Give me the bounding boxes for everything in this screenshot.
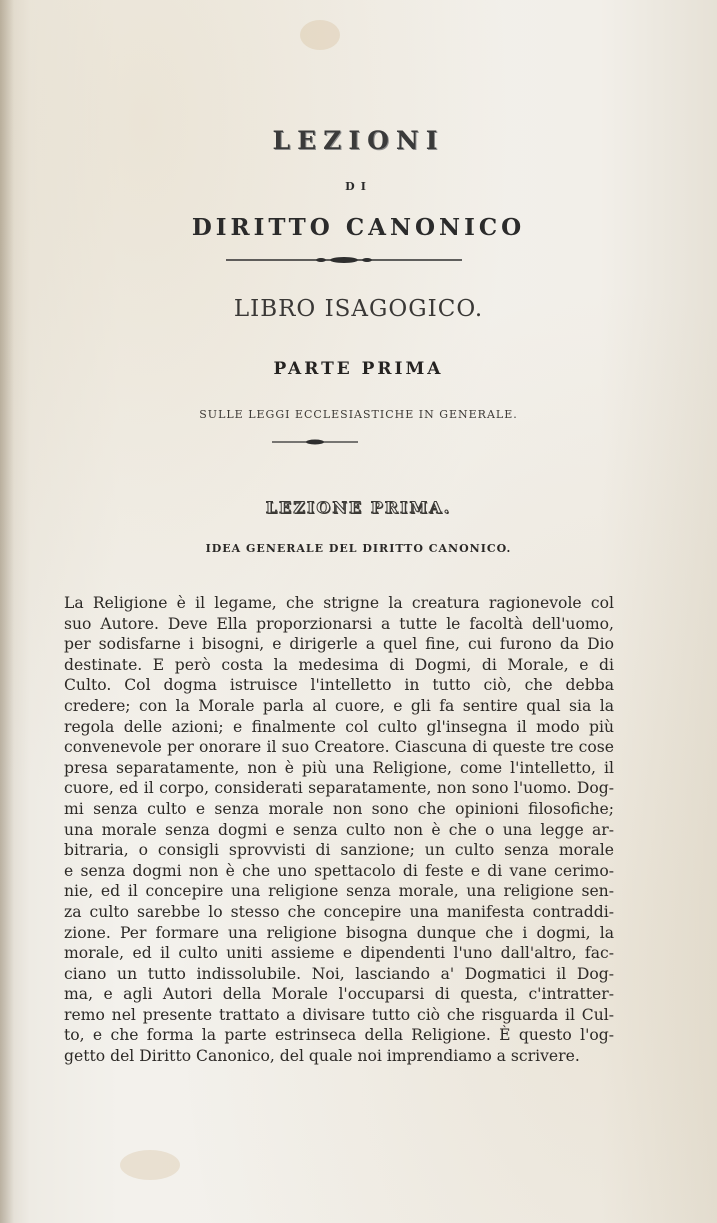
ornamental-rule: [226, 256, 462, 264]
text-line: La Religione è il legame, che strigne la creatura ragionevole col: [64, 594, 614, 612]
text-line: morale, ed il culto uniti assieme e dipendenti l'uno dall'altro, fac-: [64, 944, 614, 963]
text-line: suo Autore. Deve Ella proporzionarsi a tutte le facoltà dell'uomo,: [64, 614, 614, 633]
text-line: mi senza culto e senza morale non sono che opinioni filosofiche;: [64, 799, 614, 818]
text-line: convenevole per onorare il suo Creatore. Ciascuna di queste tre cose: [64, 738, 614, 757]
lesson-title: LEZIONE PRIMA.: [265, 498, 452, 517]
text-line: getto del Diritto Canonico, del quale noi imprendiamo a scrivere.: [64, 1047, 580, 1066]
text-line: ciano un tutto indissolubile. Noi, lasciando a' Dogmatici il Dog-: [64, 964, 614, 983]
page-subtitle: DIRITTO CANONICO: [191, 214, 526, 241]
text-line: ma, e agli Autori della Morale l'occuparsi di questa, c'intratter-: [64, 985, 614, 1004]
page-title: LEZIONI: [272, 126, 445, 155]
text-line: regola delle azioni; e finalmente col culto gl'insegna il modo più: [64, 717, 614, 736]
small-ornamental-rule: [272, 438, 358, 446]
text-line: credere; con la Morale parla al cuore, e gli fa sentire qual sia la: [64, 696, 614, 715]
text-line: remo nel presente trattato a divisare tutto ciò che risguarda il Cul-: [64, 1005, 614, 1024]
text-line: cuore, ed il corpo, considerati separatamente, non sono l'uomo. Dog-: [64, 779, 614, 798]
part-heading: PARTE PRIMA: [273, 359, 444, 379]
title-connector: DI: [345, 180, 372, 193]
text-line: za culto sarebbe lo stesso che concepire una manifesta contraddi-: [64, 902, 614, 921]
text-line: to, e che forma la parte estrinseca della Religione. È questo l'og-: [64, 1026, 614, 1045]
part-subheading: SULLE LEGGI ECCLESIASTICHE IN GENERALE.: [199, 408, 518, 421]
text-line: nie, ed il concepire una religione senza morale, una religione sen-: [64, 882, 614, 901]
text-line: per sodisfarne i bisogni, e dirigerle a quel fine, cui furono da Dio: [64, 635, 614, 654]
paper-stain: [120, 1150, 180, 1180]
lesson-subtitle: IDEA GENERALE DEL DIRITTO CANONICO.: [205, 542, 512, 555]
text-line: destinate. E però costa la medesima di Dogmi, di Morale, e di: [64, 655, 614, 674]
paper-stain: [300, 20, 340, 50]
body-paragraph: [64, 593, 614, 1067]
text-line: bitraria, o consigli sprovvisti di sanzione; un culto senza morale: [64, 841, 614, 860]
text-line: e senza dogmi non è che uno spettacolo di feste e di vane cerimo-: [64, 861, 614, 880]
text-line: zione. Per formare una religione bisogna dunque che i dogmi, la: [64, 923, 614, 942]
text-line: una morale senza dogmi e senza culto non è che o una legge ar-: [64, 820, 614, 839]
text-line: presa separatamente, non è più una Religione, come l'intelletto, il: [64, 758, 614, 777]
book-heading: LIBRO ISAGOGICO.: [233, 296, 484, 322]
text-line: Culto. Col dogma istruisce l'intelletto in tutto ciò, che debba: [64, 676, 614, 695]
